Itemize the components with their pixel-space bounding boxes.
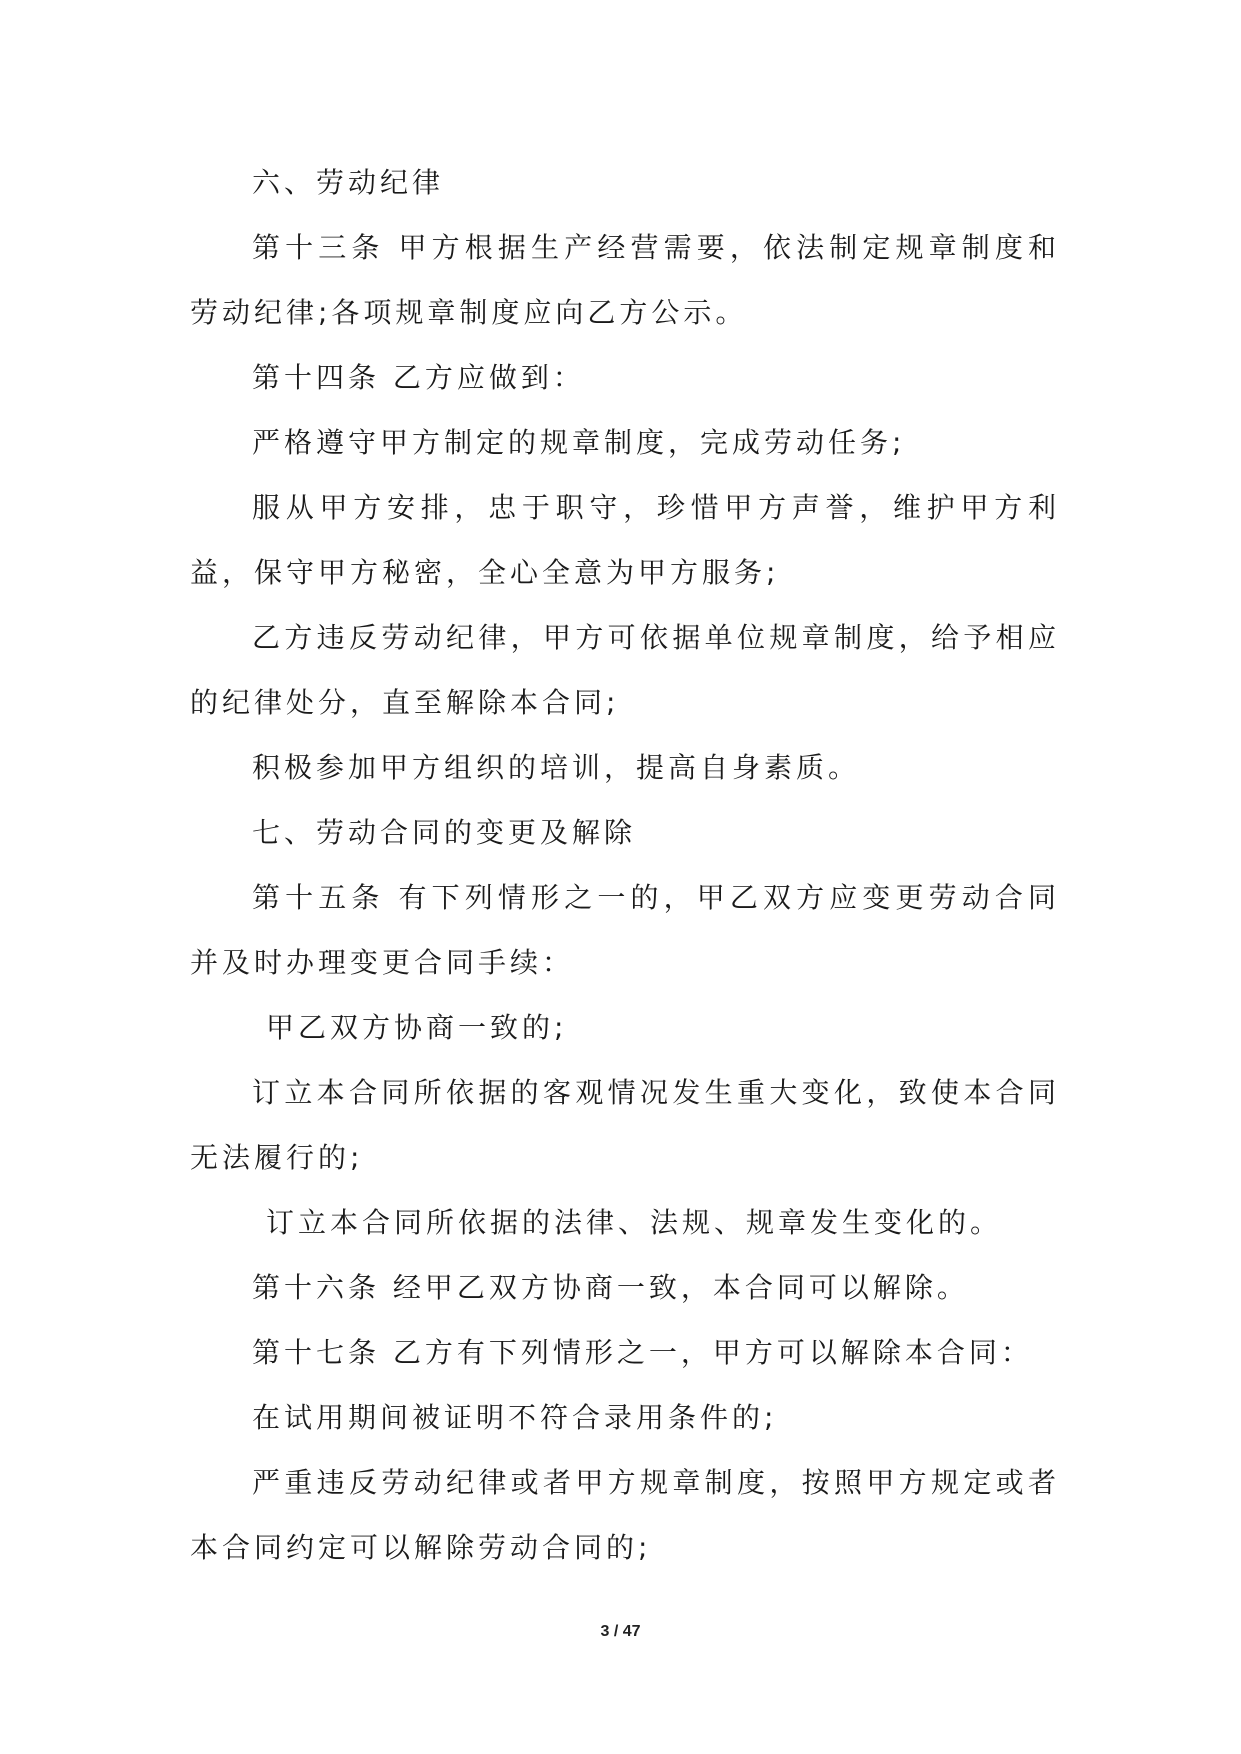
list-item-paragraph: 积极参加甲方组织的培训，提高自身素质。 bbox=[252, 751, 861, 784]
article-paragraph: 第十七条 乙方有下列情形之一，甲方可以解除本合同： bbox=[252, 1336, 1033, 1369]
article-paragraph: 第十四条 乙方应做到： bbox=[252, 361, 585, 394]
section-heading: 七、劳动合同的变更及解除 bbox=[252, 816, 637, 849]
list-item-paragraph: 甲乙双方协商一致的; bbox=[266, 1011, 568, 1044]
list-item-paragraph: 服从甲方安排，忠于职守，珍惜甲方声誉，维护甲方利益，保守甲方秘密，全心全意为甲方服务; bbox=[190, 491, 1060, 589]
article-paragraph: 第十五条 有下列情形之一的，甲乙双方应变更劳动合同并及时办理变更合同手续： bbox=[190, 881, 1060, 979]
page-number: 3 / 47 bbox=[600, 1623, 641, 1640]
list-item-paragraph: 订立本合同所依据的客观情况发生重大变化，致使本合同无法履行的; bbox=[190, 1076, 1060, 1174]
list-item-paragraph: 订立本合同所依据的法律、法规、规章发生变化的。 bbox=[266, 1206, 1003, 1239]
section-heading: 六、劳动纪律 bbox=[252, 166, 445, 199]
article-paragraph: 第十三条 甲方根据生产经营需要，依法制定规章制度和劳动纪律;各项规章制度应向乙方公示。 bbox=[190, 231, 1060, 329]
list-item-paragraph: 乙方违反劳动纪律，甲方可依据单位规章制度，给予相应的纪律处分，直至解除本合同; bbox=[190, 621, 1060, 719]
article-paragraph: 第十六条 经甲乙双方协商一致，本合同可以解除。 bbox=[252, 1271, 969, 1304]
list-item-paragraph: 严重违反劳动纪律或者甲方规章制度，按照甲方规定或者本合同约定可以解除劳动合同的; bbox=[190, 1466, 1060, 1564]
list-item-paragraph: 严格遵守甲方制定的规章制度，完成劳动任务; bbox=[252, 426, 906, 459]
list-item-paragraph: 在试用期间被证明不符合录用条件的; bbox=[252, 1401, 778, 1434]
document-body bbox=[190, 150, 1060, 1580]
